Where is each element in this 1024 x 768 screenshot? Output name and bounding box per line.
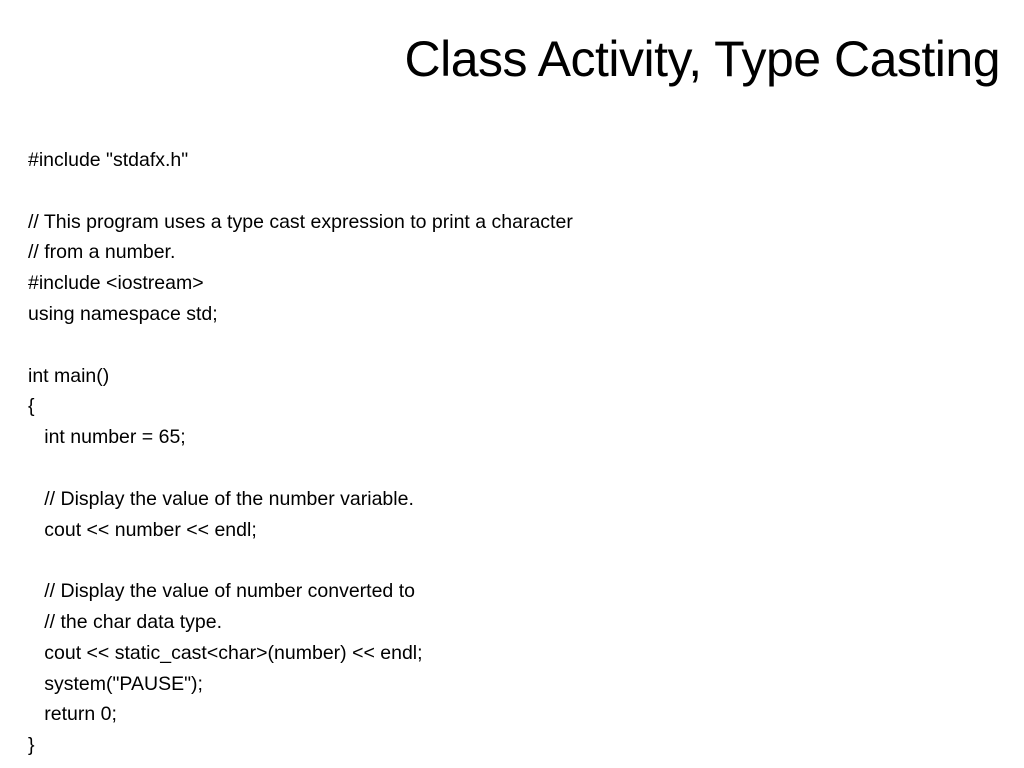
code-line: // from a number. <box>28 241 176 264</box>
code-line: } <box>28 734 35 757</box>
code-block <box>28 145 988 761</box>
code-line: system("PAUSE"); <box>28 672 203 695</box>
code-line: { <box>28 395 35 418</box>
code-line <box>28 453 988 484</box>
code-line: int main() <box>28 364 110 387</box>
code-line: #include "stdafx.h" <box>28 149 189 171</box>
code-line: cout << static_cast<char>(number) << endl; <box>28 641 423 664</box>
code-line <box>28 330 988 361</box>
code-line: // This program uses a type cast expression to print a character <box>28 210 573 233</box>
code-line: // Display the value of the number variable. <box>28 487 414 510</box>
code-line: #include <iostream> <box>28 272 204 295</box>
slide-title: Class Activity, Type Casting <box>404 31 1000 87</box>
code-line: // Display the value of number converted to <box>28 580 415 603</box>
code-line <box>28 545 988 576</box>
code-line <box>28 176 988 207</box>
code-line: int number = 65; <box>28 426 186 449</box>
code-line: // the char data type. <box>28 610 223 633</box>
code-line: return 0; <box>28 703 117 726</box>
code-line: cout << number << endl; <box>28 518 257 541</box>
code-line: using namespace std; <box>28 302 218 325</box>
